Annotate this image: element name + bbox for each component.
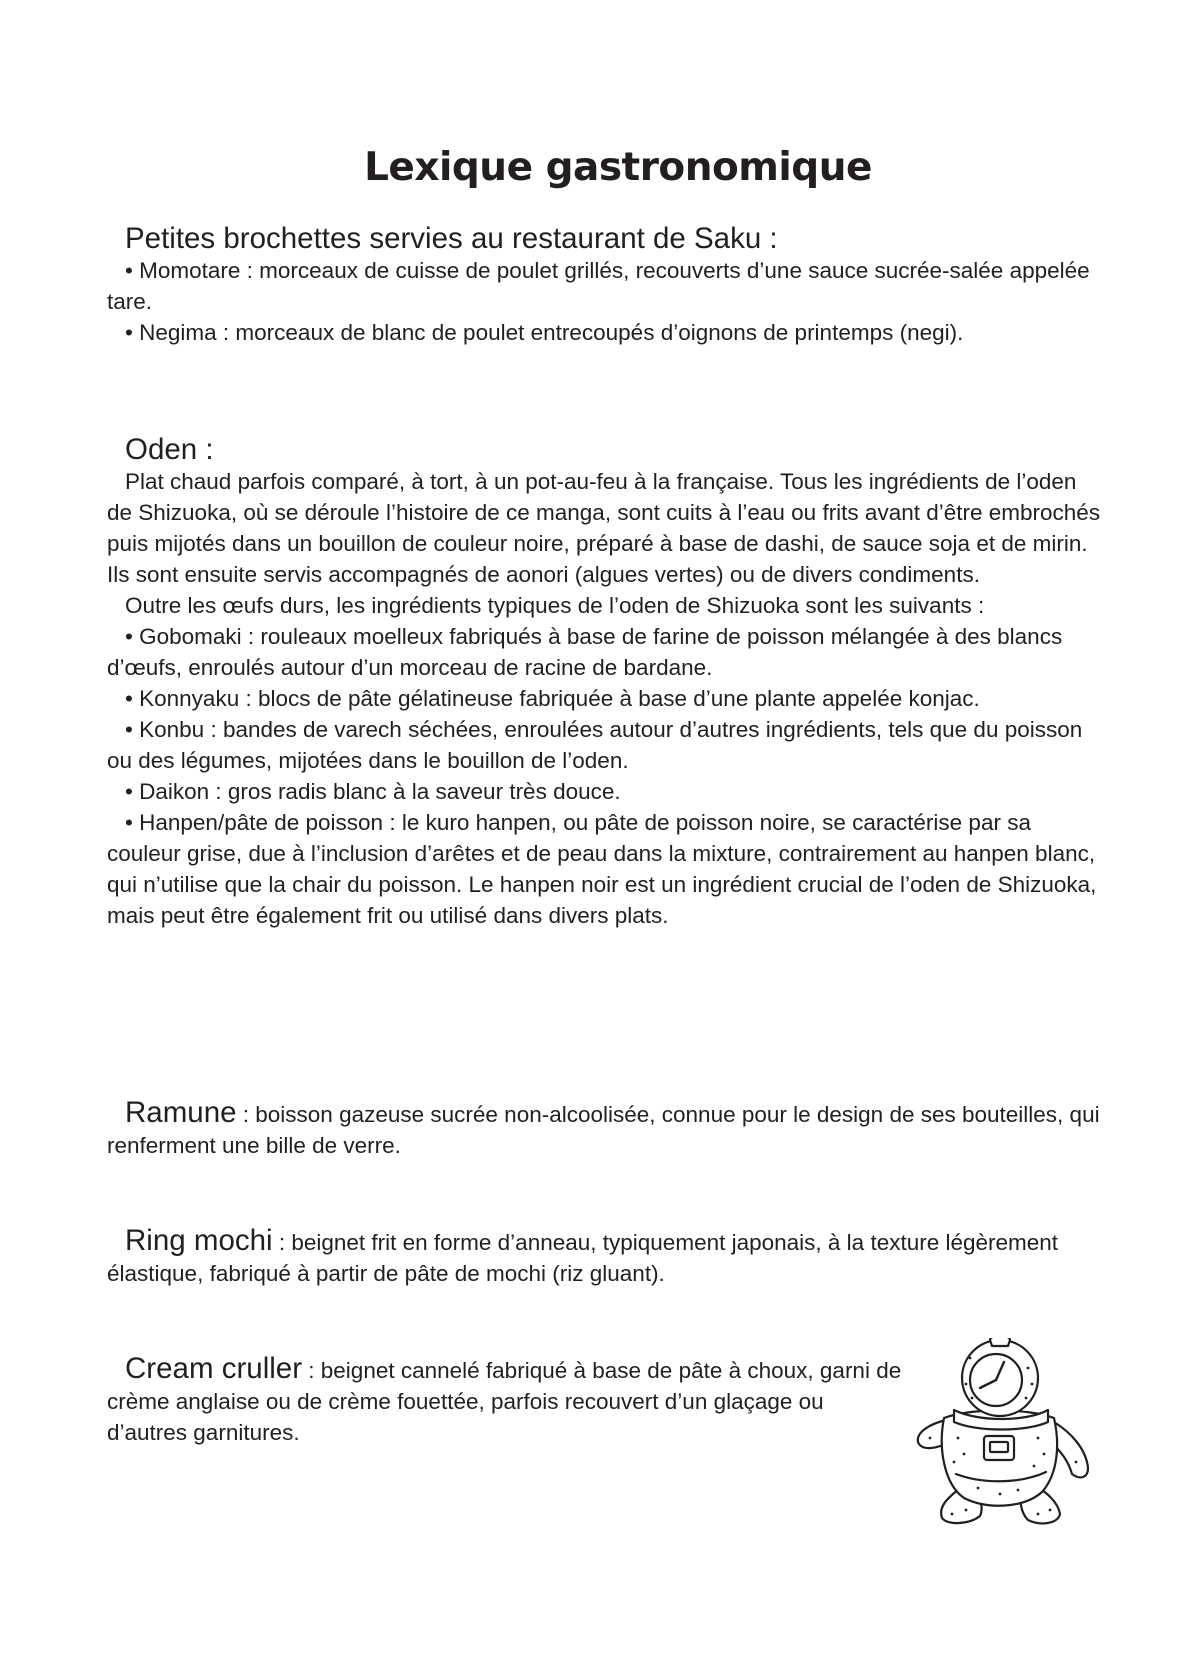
section-ring-mochi [107, 1225, 1107, 1289]
list-item: • Negima : morceaux de blanc de poulet entrecoupés d’oignons de printemps (negi). [125, 320, 964, 345]
paragraph: Plat chaud parfois comparé, à tort, à un pot-au-feu à la française. Tous les ingrédients de l’oden de Shizuoka, où se déroule l’histoire de ce manga, sont cuits à l’eau ou frits avant d’être embrochés puis mijotés dans un bouillon de couleur noire, préparé à base de dashi, de sauce soja et de mirin. Ils sont ensuite servis accompagnés de aonori (algues vertes) ou de divers condiments. [107, 469, 1101, 587]
list-item: • Konnyaku : blocs de pâte gélatineuse fabriquée à base d’une plante appelée konjac. [125, 686, 980, 711]
section-heading: Petites brochettes servies au restaurant de Saku : [125, 222, 778, 255]
entry-term: Cream cruller [125, 1352, 303, 1385]
section-oden [107, 433, 1107, 931]
entry-term: Ring mochi [125, 1224, 273, 1257]
entry [107, 1097, 1107, 1161]
entry [107, 1353, 907, 1448]
paragraph: Outre les œufs durs, les ingrédients typiques de l’oden de Shizuoka sont les suivants : [125, 593, 985, 618]
list-item: • Gobomaki : rouleaux moelleux fabriqués à base de farine de poisson mélangée à des blancs d’œufs, enroulés autour d’un morceau de racine de bardane. [107, 624, 1063, 680]
section-cream-cruller [107, 1353, 907, 1448]
section-heading: Oden : [125, 433, 214, 466]
entry-definition: : beignet cannelé fabriqué à base de pâte à choux, garni de crème anglaise ou de crème fouettée, parfois recouvert d’un glaçage ou d’autres garnitures. [107, 1358, 902, 1445]
list-item: • Hanpen/pâte de poisson : le kuro hanpen, ou pâte de poisson noire, se caractérise par sa couleur grise, due à l’inclusion d’arêtes et de peau dans la mixture, contrairement au hanpen blanc, qui n’utilise que la chair du poisson. Le hanpen noir est un ingrédient crucial de l’oden de Shizuoka, mais peut être également frit ou utilisé dans divers plats. [107, 810, 1097, 928]
section-brochettes [107, 222, 1107, 348]
entry-definition: : boisson gazeuse sucrée non-alcoolisée, connue pour le design de ses bouteilles, qui renferment une bille de verre. [107, 1102, 1100, 1158]
list-item: • Momotare : morceaux de cuisse de poulet grillés, recouverts d’une sauce sucrée-salée appelée tare. [107, 258, 1090, 314]
astronaut-robot-icon [908, 1338, 1100, 1538]
entry-definition: : beignet frit en forme d’anneau, typiquement japonais, à la texture légèrement élastique, fabriqué à partir de pâte de mochi (riz gluant). [107, 1230, 1059, 1286]
entry-term: Ramune [125, 1096, 237, 1129]
list-item: • Konbu : bandes de varech séchées, enroulées autour d’autres ingrédients, tels que du poisson ou des légumes, mijotées dans le bouillon de l’oden. [107, 717, 1083, 773]
page-title: Lexique gastronomique [364, 145, 872, 190]
entry [107, 1225, 1107, 1289]
section-ramune [107, 1097, 1107, 1161]
list-item: • Daikon : gros radis blanc à la saveur très douce. [125, 779, 621, 804]
